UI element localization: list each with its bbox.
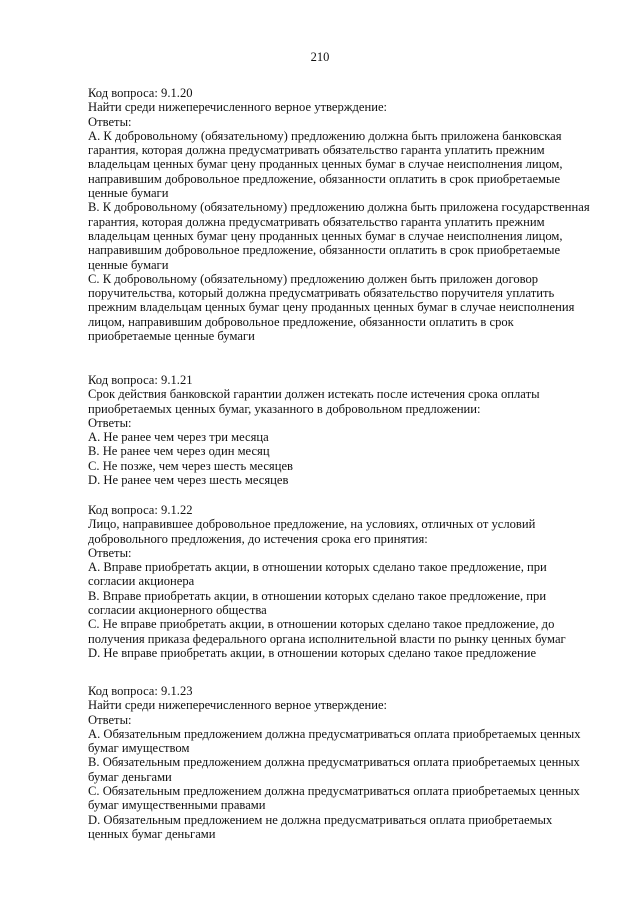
answer-line: C. К добровольному (обязательному) предложению должен быть приложен договор (88, 271, 539, 286)
answers-label: Ответы: (88, 114, 132, 129)
answer-option-c (88, 784, 628, 813)
prompt-line: приобретаемых ценных бумаг, указанного в добровольном предложении: (88, 401, 481, 416)
answer-line: B. К добровольному (обязательному) предложению должна быть приложена государственная (88, 200, 590, 215)
answer-option-a: A. Не ранее чем через три месяца (88, 430, 269, 445)
answer-line: бумаг деньгами (88, 769, 172, 784)
answer-line: поручительства, который должна предусматривать обязательство поручителя уплатить (88, 286, 555, 301)
answer-option-b (88, 200, 628, 271)
answer-line: C. Обязательным предложением должна предусматриваться оплата приобретаемых ценных (88, 784, 580, 799)
answer-line: гарантия, которая должна предусматривать обязательство гаранта уплатить прежним (88, 214, 545, 229)
question-prompt (88, 517, 628, 546)
answer-line: владельцам ценных бумаг цену проданных ценных бумаг в случае неисполнения лицом, (88, 228, 563, 243)
prompt-line: Срок действия банковской гарантии должен истекать после истечения срока оплаты (88, 387, 540, 402)
page-number: 210 (310, 50, 330, 64)
question-code: Код вопроса: 9.1.20 (88, 86, 193, 100)
answer-option-a (88, 560, 628, 589)
answer-option-d (88, 813, 628, 842)
answer-option-a (88, 129, 628, 200)
question-block (88, 86, 628, 343)
answer-option-d: D. Не ранее чем через шесть месяцев (88, 473, 289, 488)
answer-line: бумаг имуществом (88, 741, 190, 756)
prompt-line: Лицо, направившее добровольное предложение, на условиях, отличных от условий (88, 517, 536, 532)
answer-line: A. Вправе приобретать акции, в отношении которых сделано такое предложение, при (88, 560, 547, 575)
question-prompt (88, 387, 628, 416)
answer-line: A. Обязательным предложением должна предусматриваться оплата приобретаемых ценных (88, 726, 581, 741)
question-code: Код вопроса: 9.1.23 (88, 684, 193, 698)
answer-option-c: C. Не позже, чем через шесть месяцев (88, 458, 293, 473)
answer-line: направившим добровольное предложение, обязанности оплатить в срок приобретаемые (88, 171, 561, 186)
answer-line: B. Вправе приобретать акции, в отношении которых сделано такое предложение, при (88, 588, 547, 603)
answer-line: лицом, направившим добровольное предложение, обязанности оплатить в срок (88, 314, 514, 329)
answer-option-d: D. Не вправе приобретать акции, в отношении которых сделано такое предложение (88, 645, 537, 660)
answer-option-b: B. Не ранее чем через один месяц (88, 444, 270, 459)
answer-option-a (88, 727, 628, 756)
answer-line: получения приказа федерального органа исполнительной власти по рынку ценных бумаг (88, 631, 566, 646)
answer-line: А. К добровольному (обязательному) предложению должна быть приложена банковская (88, 128, 562, 143)
question-code: Код вопроса: 9.1.21 (88, 373, 193, 387)
answer-option-c (88, 272, 628, 343)
question-block (88, 684, 628, 841)
answer-line: прежним владельцам ценных бумаг цену проданных ценных бумаг в случае неисполнения (88, 300, 575, 315)
answers-label: Ответы: (88, 415, 132, 430)
answer-option-c (88, 617, 628, 646)
answer-line: ценные бумаги (88, 257, 169, 272)
answer-line: бумаг имущественными правами (88, 798, 266, 813)
answers-label: Ответы: (88, 712, 132, 727)
answer-line: направившим добровольное предложение, обязанности оплатить в срок приобретаемые (88, 243, 561, 258)
question-block (88, 503, 628, 660)
answer-line: ценные бумаги (88, 186, 169, 201)
prompt-line: добровольного предложения, до истечения срока его принятия: (88, 531, 428, 546)
answer-line: согласии акционера (88, 574, 195, 589)
answer-line: B. Обязательным предложением должна предусматриваться оплата приобретаемых ценных (88, 755, 580, 770)
answer-line: D. Обязательным предложением не должна предусматриваться оплата приобретаемых (88, 812, 553, 827)
answer-line: согласии акционерного общества (88, 603, 267, 618)
answer-line: владельцам ценных бумаг цену проданных ценных бумаг в случае неисполнения лицом, (88, 157, 563, 172)
question-prompt: Найти среди нижеперечисленного верное утверждение: (88, 698, 388, 713)
answer-line: приобретаемые ценные бумаги (88, 329, 255, 344)
question-block (88, 373, 628, 487)
answer-option-b (88, 755, 628, 784)
answers-label: Ответы: (88, 545, 132, 560)
answer-line: гарантия, которая должна предусматривать обязательство гаранта уплатить прежним (88, 143, 545, 158)
answer-line: ценных бумаг деньгами (88, 826, 216, 841)
answer-option-b (88, 589, 628, 618)
question-code: Код вопроса: 9.1.22 (88, 503, 193, 517)
answer-line: C. Не вправе приобретать акции, в отношении которых сделано такое предложение, до (88, 617, 555, 632)
question-prompt: Найти среди нижеперечисленного верное утверждение: (88, 100, 388, 115)
